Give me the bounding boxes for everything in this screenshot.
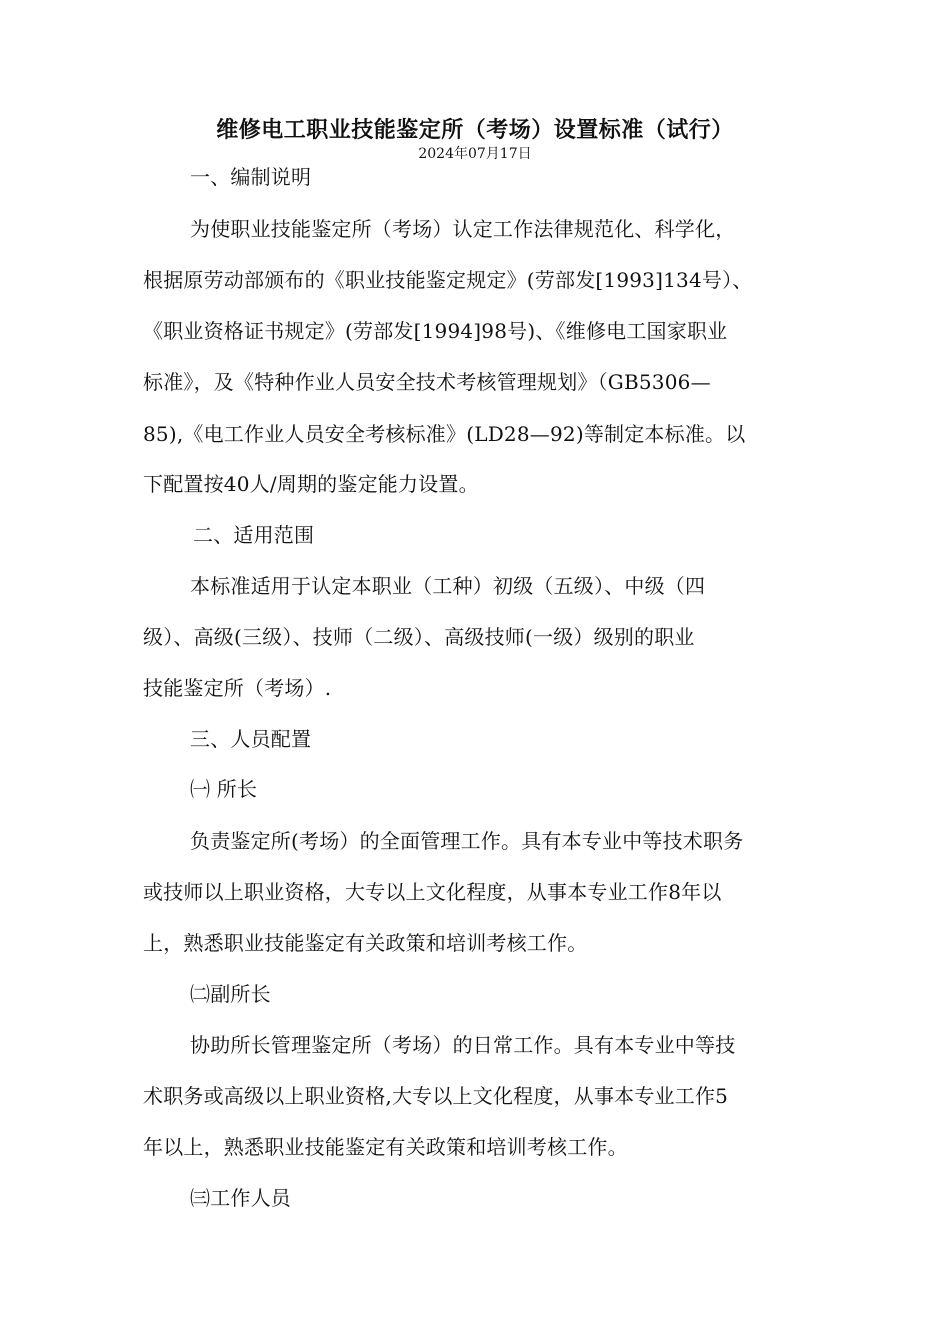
document-date: 2024年07月17日 — [418, 146, 532, 162]
section-heading-1: 一、编制说明 — [190, 165, 312, 189]
section-heading-2: 二、适用范围 — [193, 523, 315, 547]
paragraph-line: 负责鉴定所(考场）的全面管理工作。具有本专业中等技术职务 — [190, 829, 744, 853]
paragraph-line: 协助所长管理鉴定所（考场）的日常工作。具有本专业中等技 — [190, 1033, 736, 1057]
paragraph-line: 为使职业技能鉴定所（考场）认定工作法律规范化、科学化， — [190, 217, 736, 241]
paragraph-line: 技能鉴定所（考场）. — [143, 676, 332, 700]
paragraph-line: 下配置按40人/周期的鉴定能力设置。 — [143, 472, 479, 496]
paragraph-line: 本标准适用于认定本职业（工种）初级（五级）、中级（四 — [190, 574, 706, 598]
paragraph-line: 级）、高级(三级）、技师（二级）、高级技师(一级）级别的职业 — [143, 625, 695, 649]
section-heading-3: 三、人员配置 — [190, 727, 312, 751]
paragraph-line: 术职务或高级以上职业资格,大专以上文化程度，从事本专业工作5 — [143, 1084, 729, 1108]
subsection-heading: ㈠ 所长 — [190, 777, 258, 801]
subsection-heading: ㈢工作人员 — [190, 1186, 291, 1210]
paragraph-line: 根据原劳动部颁布的《职业技能鉴定规定》(劳部发[1993]134号）、 — [143, 268, 753, 292]
paragraph-line: 上，熟悉职业技能鉴定有关政策和培训考核工作。 — [143, 931, 588, 955]
subsection-heading: ㈡副所长 — [190, 982, 271, 1006]
paragraph-line: 85),《电工作业人员安全考核标准》(LD28—92)等制定本标准。以 — [143, 422, 746, 446]
paragraph-line: 或技师以上职业资格，大专以上文化程度，从事本专业工作8年以 — [143, 880, 722, 904]
paragraph-line: 《职业资格证书规定》(劳部发[1994]98号)、《维修电工国家职业 — [143, 319, 728, 343]
document-title: 维修电工职业技能鉴定所（考场）设置标准（试行） — [216, 118, 734, 143]
paragraph-line: 年以上，熟悉职业技能鉴定有关政策和培训考核工作。 — [143, 1135, 628, 1159]
paragraph-line: 标准》，及《特种作业人员安全技术考核管理规划》（GB5306— — [143, 370, 711, 394]
